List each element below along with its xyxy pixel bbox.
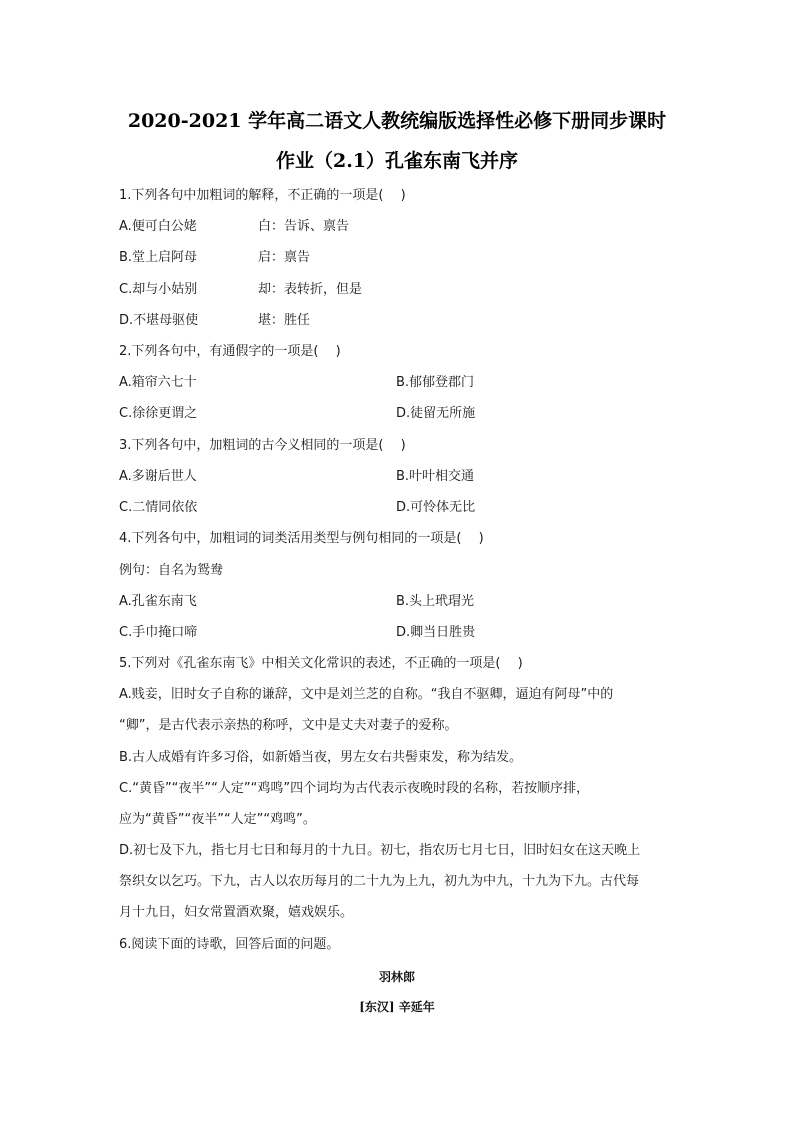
question-2-stem: 2.下列各句中，有通假字的一项是( ) [119,344,341,359]
question-1-option-d: D.不堪母驱使 [119,313,199,328]
poem-author: [东汉] 辛延年 [359,1000,435,1014]
question-3-option-a: A.多谢后世人 [119,469,197,484]
question-3-option-b: B.叶叶相交通 [396,469,475,484]
question-4-option-c: C.手巾掩口啼 [119,625,198,640]
question-2-option-b: B.郁郁登郡门 [396,375,475,390]
question-3-option-c: C.二情同依依 [119,500,198,515]
document-title-line-2: 作业（2.1）孔雀东南飞并序 [275,150,519,172]
question-5-option-c-line-2: 应为“黄昏”“夜半”“人定”“鸡鸣”。 [119,812,316,827]
question-5-option-a-line-1: A.贱妾，旧时女子自称的谦辞，文中是刘兰芝的自称。“我自不驱卿，逼迫有阿母”中的 [119,687,614,702]
document-title-line-1: 2020-2021 学年高二语文人教统编版选择性必修下册同步课时 [127,110,667,132]
question-2-option-d: D.徒留无所施 [396,406,476,421]
question-2-option-a: A.箱帘六七十 [119,375,197,390]
question-6-stem: 6.阅读下面的诗歌，回答后面的问题。 [119,937,340,952]
question-5-option-d-line-1: D.初七及下九，指七月七日和每月的十九日。初七，指农历七月七日，旧时妇女在这天晚上 [119,843,641,858]
question-1-option-c: C.却与小姑别 [119,282,198,297]
question-4-option-b: B.头上玳瑁光 [396,594,475,609]
question-5-option-d-line-2: 祭织女以乞巧。下九，古人以农历每月的二十九为上九，初九为中九，十九为下九。古代每 [119,874,640,889]
question-2-option-c: C.徐徐更谓之 [119,406,198,421]
question-1-stem: 1.下列各句中加粗词的解释，不正确的一项是( ) [119,188,406,203]
question-3-stem: 3.下列各句中，加粗词的古今义相同的一项是( ) [119,438,406,453]
question-4-example: 例句：自名为鸳鸯 [119,563,224,578]
question-4-option-d: D.卿当日胜贵 [396,625,476,640]
question-3-option-d: D.可怜体无比 [396,500,476,515]
question-5-option-a-line-2: “卿”，是古代表示亲热的称呼，文中是丈夫对妻子的爱称。 [119,718,458,733]
question-5-stem: 5.下列对《孔雀东南飞》中相关文化常识的表述，不正确的一项是( ) [119,656,523,671]
question-1-option-a: A.便可白公姥 [119,219,197,234]
question-1-option-b: B.堂上启阿母 [119,250,198,265]
question-1-option-c-note: 却：表转折，但是 [258,282,363,297]
question-4-stem: 4.下列各句中，加粗词的词类活用类型与例句相同的一项是( ) [119,531,484,546]
question-5-option-b: B.古人成婚有许多习俗，如新婚当夜，男左女右共髻束发，称为结发。 [119,750,523,765]
question-1-option-b-note: 启：禀告 [258,250,311,265]
question-5-option-c-line-1: C.“黄昏”“夜半”“人定”“鸡鸣”四个词均为古代表示夜晚时段的名称，若按顺序排， [119,781,590,796]
question-5-option-d-line-3: 月十九日，妇女常置酒欢聚，嬉戏娱乐。 [119,905,354,920]
question-4-option-a: A.孔雀东南飞 [119,594,197,609]
question-1-option-a-note: 白：告诉、禀告 [258,219,350,234]
poem-title: 羽林郎 [378,970,415,984]
question-1-option-d-note: 堪：胜任 [258,313,311,328]
